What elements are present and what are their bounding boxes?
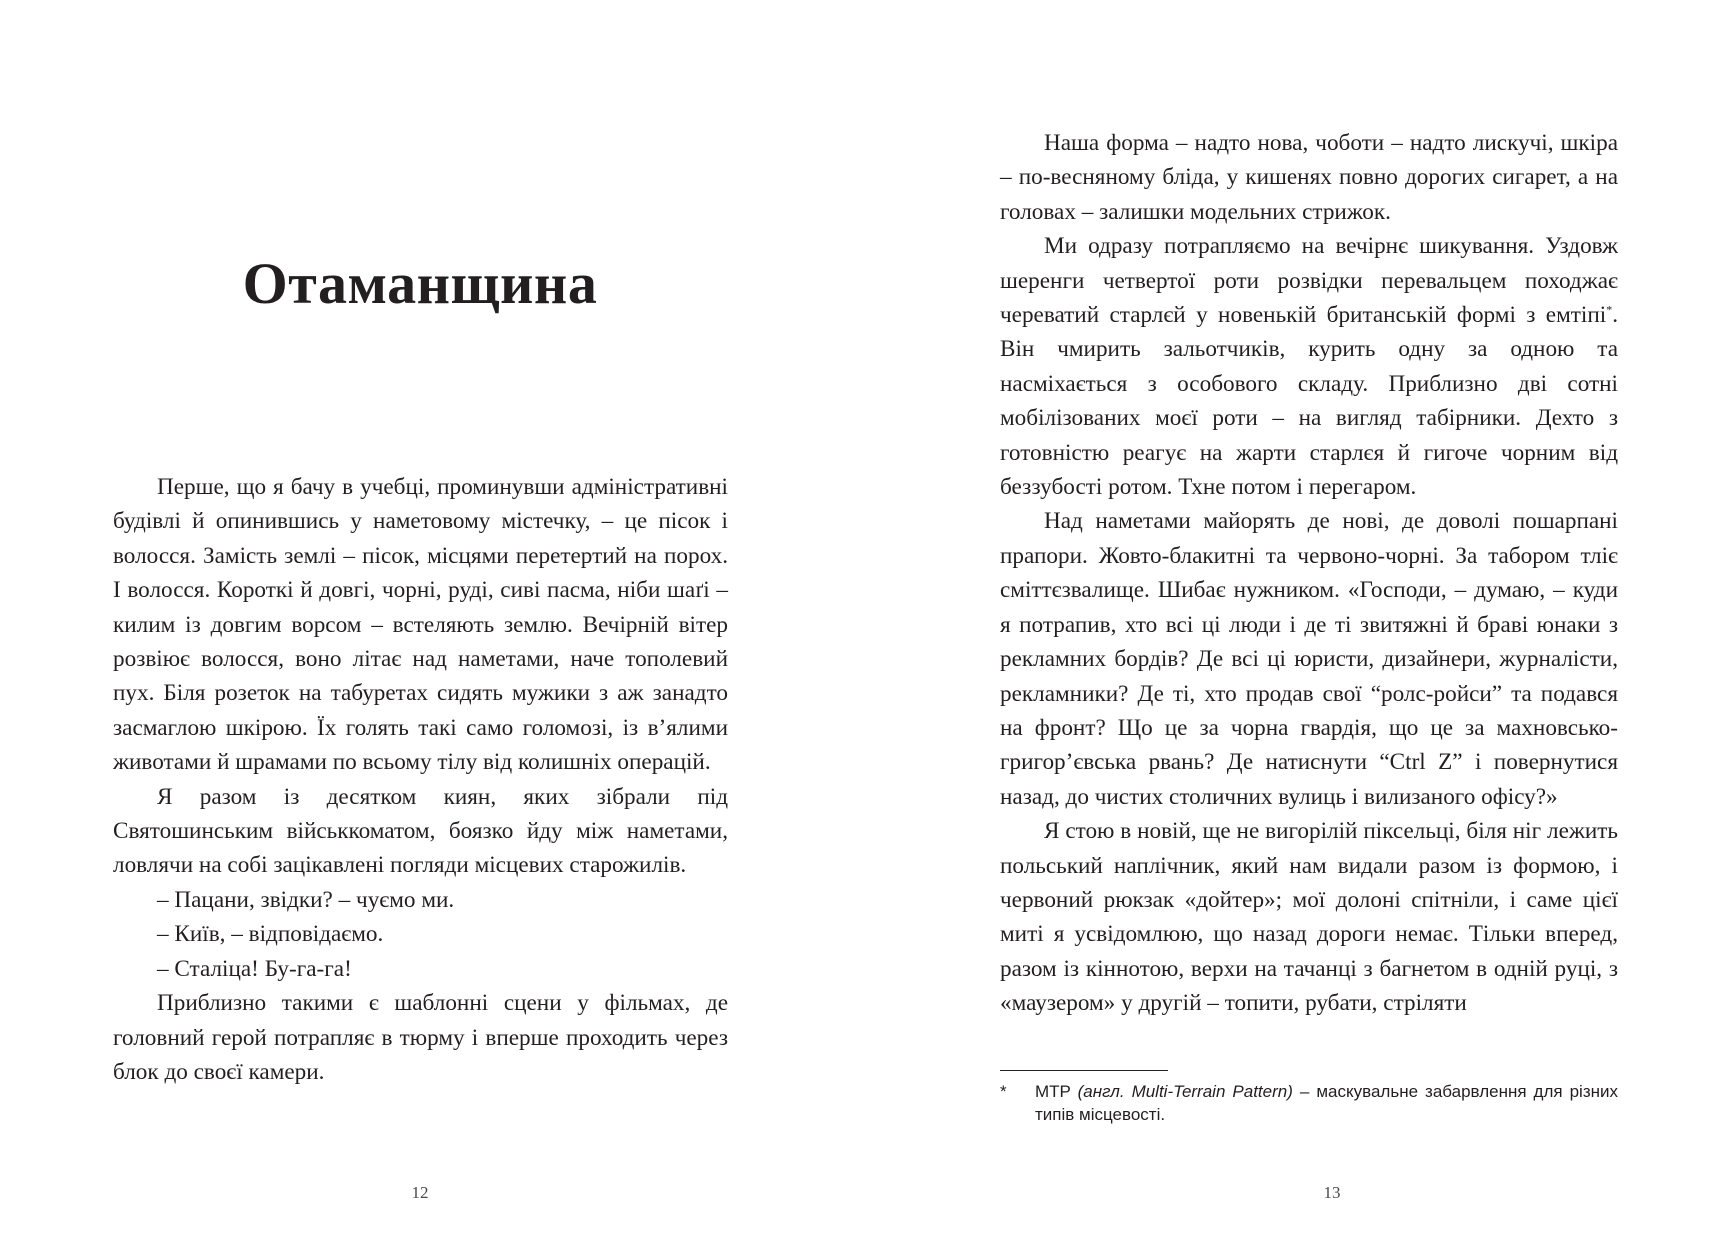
paragraph-text: . Він чмирить зальотчиків, курить одну за одною та насміхається з особового складу. Приблизно дві сотні мобілізованих моєї роти – на вигляд табірники. Дехто з готовністю реагує на жарти старлєя й гигоче чорним від беззубості ротом. Тхне потом і перегаром. (1000, 302, 1618, 501)
left-page (0, 0, 856, 1258)
dialogue-line: – Сталіца! Бу-га-га! (157, 955, 352, 982)
paragraph: Наша форма – надто нова, чоботи – надто лискучі, шкіра – по-весняному бліда, у кишенях повно дорогих сигарет, а на головах – залишки модельних стрижок. (1000, 130, 1618, 225)
paragraph: Я разом із десятком киян, яких зібрали під Святошинським військкоматом, боязко йду між наметами, ловлячи на собі зацікавлені погляди місцевих старожилів. (113, 783, 728, 879)
footnote-gloss: (англ. Multi-Terrain Pattern) (1077, 1082, 1293, 1101)
paragraph-text: Ми одразу потрапляємо на вечірнє шикування. Уздовж шеренги четвертої роти розвідки перевальцем походжає череватий старлєй у новенькій британській формі з емтіпі (1000, 233, 1618, 329)
dialogue-line: – Пацани, звідки? – чуємо ми. (157, 886, 455, 913)
footnote-reference[interactable]: * (1606, 302, 1613, 317)
paragraph (1000, 229, 1618, 504)
footnote-divider (1000, 1070, 1168, 1071)
left-body-text (113, 470, 728, 1089)
page-number: 12 (411, 1183, 429, 1202)
dialogue-line: – Київ, – відповідаємо. (157, 921, 384, 948)
right-body-text (1000, 126, 1618, 1021)
right-page (856, 0, 1713, 1258)
footnote-term: MTP (1035, 1082, 1071, 1101)
footnote-body (1035, 1080, 1618, 1126)
paragraph: Я стою в новій, ще не вигорілій піксельці, біля ніг лежить польський наплічник, який нам видали разом із формою, і червоний рюкзак «дойтер»; мої долоні спітніли, і саме цієї миті я усвідомлюю, що назад дороги немає. Тільки вперед, разом із кіннотою, верхи на тачанці з багнетом в одній руці, з «маузером» у другій – топити, рубати, стріляти (1000, 818, 1618, 1017)
footnote-marker: * (1000, 1082, 1007, 1101)
paragraph: Перше, що я бачу в учебці, проминувши адміністративні будівлі й опинившись у наметовому містечку, – це пісок і волосся. Замість землі – пісок, місцями перетертий на порох. І волосся. Короткі й довгі, чорні, руді, сиві пасма, ніби шаґі – килим із довгим ворсом – встеляють землю. Вечірній вітер розвіює волосся, воно літає над наметами, наче тополевий пух. Біля розеток на табуретах сидять мужики з аж занадто засмаглою шкірою. Їх голять такі само голомозі, із в’ялими животами й шрамами по всьому тілу від колишніх операцій. (113, 474, 728, 776)
footnote-text: – маскувальне забарвлення для різних типів місцевості. (1035, 1082, 1619, 1124)
chapter-title: Отаманщина (242, 251, 598, 316)
paragraph: Над наметами майорять де нові, де доволі пошарпані прапори. Жовто-блакитні та червоно-чорні. За табором тліє сміттєзвалище. Шибає нужником. «Господи, – думаю, – куди я потрапив, хто всі ці люди і де ті звитяжні й браві юнаки з рекламних бордів? Де всі ці юристи, дизайнери, журналісти, рекламники? Де ті, хто продав свої “ролс-ройси” та подався на фронт? Що це за чорна гвардія, що це за махновсько-григор’євська рвань? Де натиснути “Ctrl Z” і повернутися назад, до чистих столичних вулиць і вилизаного офісу?» (1000, 508, 1618, 810)
footnote (1000, 1080, 1618, 1126)
page-number: 13 (1323, 1183, 1341, 1202)
paragraph: Приблизно такими є шаблонні сцени у фільмах, де головний герой потрапляє в тюрму і вперше проходить через блок до своєї камери. (113, 990, 728, 1085)
